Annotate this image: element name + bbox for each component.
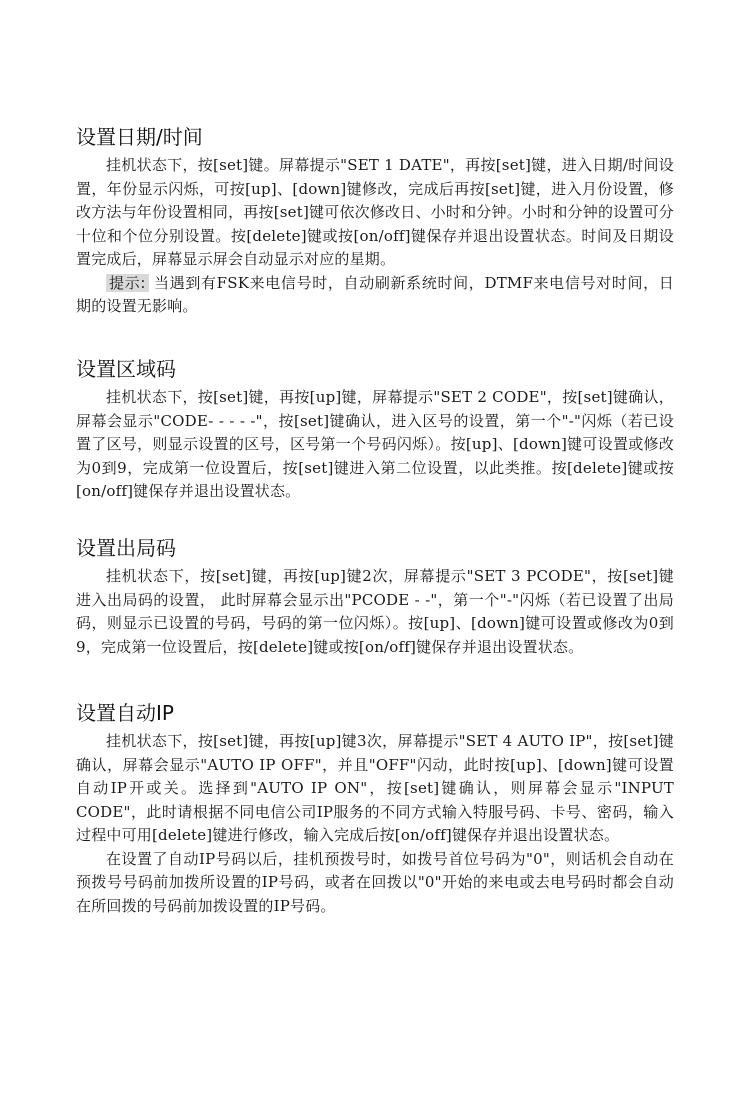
section-set-auto-ip [76, 700, 674, 918]
section-set-outgoing-code [76, 535, 674, 659]
section-title: 设置自动IP [76, 701, 174, 725]
section-paragraph: 挂机状态下，按[set]键，再按[up]键，屏幕提示"SET 2 CODE"，按[set]键确认，屏幕会显示"CODE- - - - -"，按[set]键确认，进入区号的设置，第一个"-"闪烁（若已设置了区号，则显示设置的区号，区号第一个号码闪烁）。按[up]、[down]键可设置或修改为0到9，完成第一位设置后，按[set]键进入第二位设置，以此类推。按[delete]键或按[on/off]键保存并退出设置状态。 [76, 388, 674, 500]
section-paragraph: 挂机状态下，按[set]键。屏幕提示"SET 1 DATE"，再按[set]键，进入日期/时间设置，年份显示闪烁，可按[up]、[down]键修改，完成后再按[set]键，进入月份设置，修改方法与年份设置相同，再按[set]键可依次修改日、小时和分钟。小时和分钟的设置可分十位和个位分别设置。按[delete]键或按[on/off]键保存并退出设置状态。时间及日期设置完成后，屏幕显示屏会自动显示对应的星期。 [76, 156, 674, 268]
tip-paragraph [76, 272, 674, 319]
section-title: 设置区域码 [76, 357, 176, 381]
section-paragraph: 在设置了自动IP号码以后，挂机预拨号时，如拨号首位号码为"0"，则话机会自动在预拨号号码前加拨所设置的IP号码，或者在回拨以"0"开始的来电或去电号码时都会自动在所回拨的号码前加拨设置的IP号码。 [76, 849, 674, 915]
section-paragraph: 挂机状态下，按[set]键，再按[up]键2次，屏幕提示"SET 3 PCODE"，按[set]键进入出局码的设置， 此时屏幕会显示出"PCODE - -"，第一个"-"闪烁（若已设置了出局码，则显示已设置的号码，号码的第一位闪烁）。按[up]、[down]键可设置或修改为0到9，完成第一位设置后，按[delete]键或按[on/off]键保存并退出设置状态。 [76, 567, 674, 656]
tip-label: 提示: [106, 274, 149, 292]
section-title: 设置出局码 [76, 536, 176, 560]
section-set-area-code [76, 356, 674, 504]
tip-text: 当遇到有FSK来电信号时，自动刷新系统时间，DTMF来电信号对时间，日期的设置无影响。 [76, 273, 674, 315]
section-paragraph: 挂机状态下，按[set]键，再按[up]键3次，屏幕提示"SET 4 AUTO IP"，按[set]键确认，屏幕会显示"AUTO IP OFF"，并且"OFF"闪动，此时按[up]、[down]键可设置自动IP开或关。选择到"AUTO IP ON"，按[set]键确认，则屏幕会显示"INPUT CODE"，此时请根据不同电信公司IP服务的不同方式输入特服号码、卡号、密码，输入过程中可用[delete]键进行修改，输入完成后按[on/off]键保存并退出设置状态。 [76, 732, 674, 844]
section-set-date-time [76, 124, 674, 319]
section-title: 设置日期/时间 [76, 125, 203, 149]
